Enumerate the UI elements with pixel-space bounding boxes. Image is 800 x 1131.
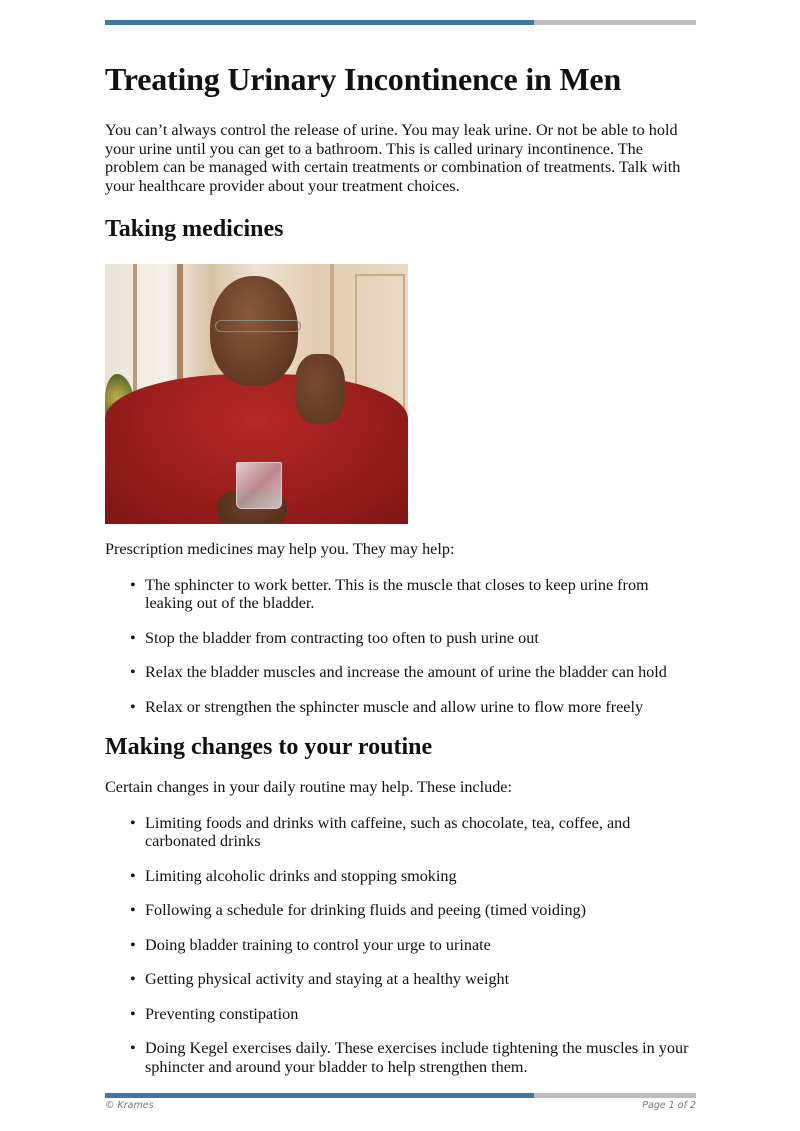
intro-paragraph: You can’t always control the release of urine. You may leak urine. Or not be able to hold your urine until you can get to a bathroom. This is called urinary incontinence. The problem can be managed with certain treatments or combination of treatments. Talk with your healthcare provider about your treatment choices.	[105, 121, 681, 195]
section-heading-medicines: Taking medicines	[105, 216, 284, 242]
bullet-icon: •	[130, 663, 136, 681]
bullet-icon: •	[130, 628, 136, 647]
accent-bar-gray	[534, 20, 696, 25]
list-item: • Relax or strengthen the sphincter muscle and allow urine to flow more freely	[130, 697, 644, 716]
accent-bar-blue	[105, 20, 534, 25]
hand-with-pill	[295, 354, 345, 424]
section-heading-routine: Making changes to your routine	[105, 734, 433, 760]
bullet-icon: •	[130, 1004, 136, 1023]
page-title: Treating Urinary Incontinence in Men	[105, 61, 622, 97]
eyeglasses	[215, 320, 301, 332]
copyright-text: © Krames	[105, 1100, 154, 1111]
bullet-icon: •	[130, 935, 136, 954]
header-accent-bar	[105, 20, 696, 25]
footer-accent-bar	[105, 1093, 696, 1098]
accent-bar-gray	[534, 1093, 696, 1098]
list-item: • Stop the bladder from contracting too often to push urine out	[130, 628, 539, 647]
bullet-icon: •	[130, 575, 136, 594]
document-body	[105, 52, 696, 1092]
list-item: • Limiting alcoholic drinks and stopping smoking	[130, 866, 457, 885]
bullet-icon: •	[130, 813, 136, 832]
list-item: • Doing Kegel exercises daily. These exercises include tightening the muscles in your sphincter and around your bladder to help strengthen them.	[130, 1039, 689, 1076]
list-item: • Preventing constipation	[130, 1004, 299, 1023]
medicines-lead: Prescription medicines may help you. They may help:	[105, 540, 455, 558]
bullet-icon: •	[130, 866, 136, 885]
page-number: Page 1 of 2	[642, 1100, 696, 1111]
list-item: • Relax the bladder muscles and increase the amount of urine the bladder can hold	[130, 663, 667, 681]
list-item: • Limiting foods and drinks with caffeine, such as chocolate, tea, coffee, and carbonated drinks	[130, 813, 631, 850]
routine-lead: Certain changes in your daily routine may help. These include:	[105, 778, 512, 796]
routine-list	[105, 814, 696, 1077]
man-taking-pill-photo	[105, 264, 408, 524]
water-glass	[236, 462, 282, 509]
accent-bar-blue	[105, 1093, 534, 1098]
bullet-icon: •	[130, 901, 136, 919]
list-item: • Following a schedule for drinking fluids and peeing (timed voiding)	[130, 901, 587, 919]
medicines-list	[105, 576, 696, 717]
list-item: • Getting physical activity and staying at a healthy weight	[130, 970, 510, 988]
list-item: • The sphincter to work better. This is the muscle that closes to keep urine from leaking out of the bladder.	[130, 575, 649, 612]
bullet-icon: •	[130, 970, 136, 988]
bullet-icon: •	[130, 1039, 136, 1057]
bullet-icon: •	[130, 697, 136, 716]
page-footer	[105, 1100, 696, 1111]
list-item: • Doing bladder training to control your urge to urinate	[130, 935, 491, 954]
